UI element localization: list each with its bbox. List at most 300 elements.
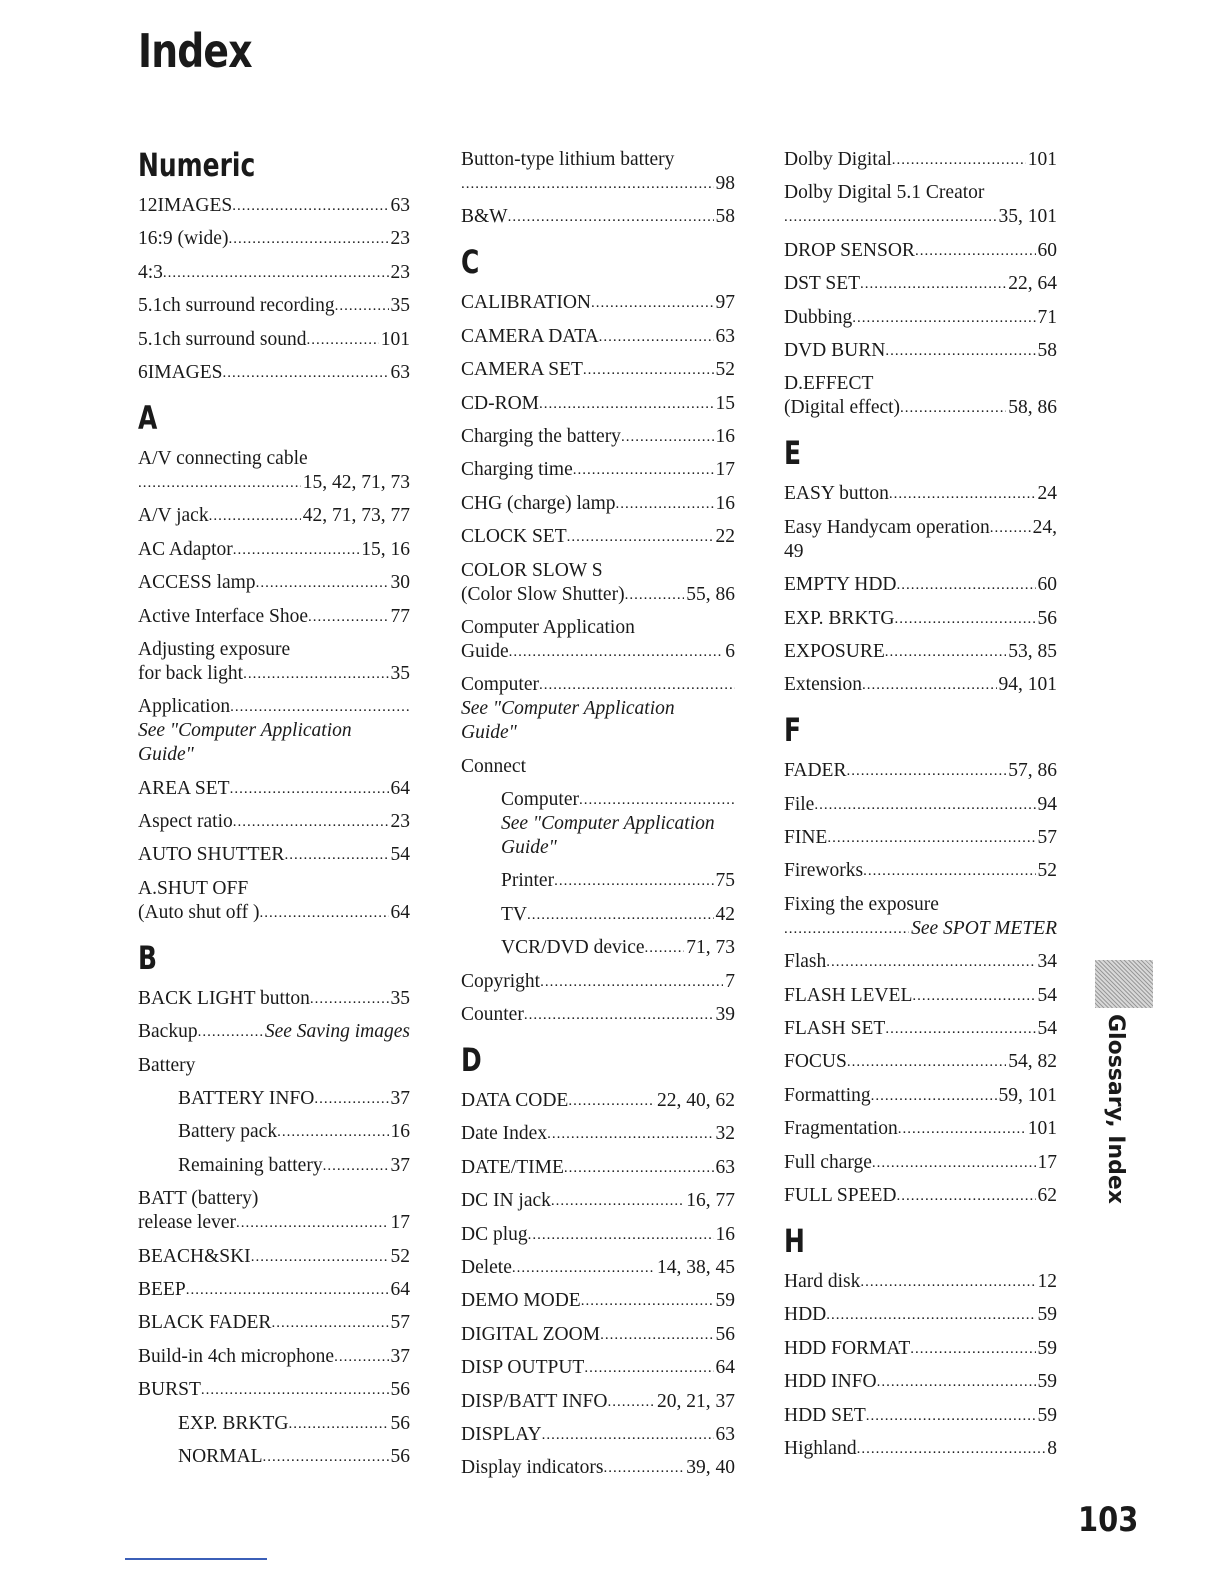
dot-leader (542, 1423, 714, 1447)
dot-leader (885, 640, 1006, 664)
dot-leader (540, 970, 723, 994)
entry-term: CALIBRATION (461, 292, 591, 314)
dot-leader (289, 1412, 389, 1436)
dot-leader (314, 1087, 388, 1111)
page-ref: 57, 86 (1008, 760, 1057, 782)
entry-term: Build-in 4ch microphone (138, 1345, 335, 1367)
entry-list-h (784, 1270, 1057, 1461)
page-ref: 63 (715, 1156, 735, 1178)
dot-leader (607, 1390, 655, 1414)
entry-term: EMPTY HDD (784, 574, 897, 596)
dot-leader (230, 777, 389, 801)
dot-leader (209, 504, 301, 528)
dot-leader (915, 239, 1036, 263)
index-entry (784, 759, 1057, 783)
index-entry (461, 1189, 735, 1213)
entry-term: Delete (461, 1256, 512, 1278)
index-entry (784, 306, 1057, 330)
dot-leader (201, 1378, 389, 1402)
page-ref: 16 (715, 1223, 735, 1245)
index-entry (461, 392, 735, 416)
entry-term: Full charge (784, 1151, 872, 1173)
entry-term: DC IN jack (461, 1190, 551, 1212)
page-ref: 53, 85 (1008, 640, 1057, 662)
page-ref: 35 (390, 987, 410, 1009)
entry-term: HDD SET (784, 1404, 866, 1426)
page-ref: 8 (1047, 1437, 1057, 1459)
page-ref: 54, 82 (1008, 1051, 1057, 1073)
page-ref: 20, 21, 37 (657, 1390, 735, 1412)
dot-leader (251, 1245, 389, 1269)
page-ref: 59 (1037, 1404, 1057, 1426)
dot-leader (847, 1050, 1006, 1074)
dot-leader (599, 325, 714, 349)
dot-leader (862, 673, 997, 697)
page-ref: 39, 40 (686, 1457, 735, 1479)
entry-term: BATTERY INFO (178, 1088, 315, 1110)
index-entry (461, 1156, 735, 1180)
index-entry (138, 571, 410, 595)
entry-term: FLASH SET (784, 1018, 886, 1040)
dot-leader (554, 869, 713, 893)
entry-term: Flash (784, 951, 827, 973)
dot-leader (860, 1270, 1035, 1294)
dot-leader (233, 538, 359, 562)
entry-term: AUTO SHUTTER (138, 844, 285, 866)
page-ref: 56 (715, 1323, 735, 1345)
index-column-3 (784, 148, 1057, 1470)
dot-leader (885, 339, 1035, 363)
dot-leader (186, 1278, 389, 1302)
entry-list-connect (461, 869, 735, 960)
index-entry (461, 458, 735, 482)
dot-leader (846, 759, 1006, 783)
index-entry (138, 1311, 410, 1335)
index-entry (138, 261, 410, 285)
index-entry (138, 1445, 410, 1469)
dot-leader (551, 1189, 684, 1213)
index-entry: Easy Handycam operation ..... 24, 49 (784, 516, 1057, 564)
dot-leader (263, 1445, 389, 1469)
index-entry (461, 1089, 735, 1113)
page-ref: 63 (390, 361, 410, 383)
entry-term: Battery pack (178, 1121, 278, 1143)
index-entry (461, 1423, 735, 1447)
index-entry: Dolby Digital ..... 101 (784, 148, 1057, 172)
page-ref: 98 (715, 173, 735, 194)
entry-term: Fireworks (784, 860, 864, 882)
see-reference: See Saving images (264, 1021, 410, 1043)
dot-leader (584, 1356, 713, 1380)
entry-list-a1 (138, 504, 410, 628)
index-entry: Computer ..... See "Computer Application Guide" (461, 673, 735, 745)
index-entry (138, 1378, 410, 1402)
page-ref: 54 (390, 844, 410, 866)
entry-term: Dubbing (784, 306, 853, 328)
index-entry (784, 1050, 1057, 1074)
page-ref: 59 (1037, 1304, 1057, 1326)
index-entry: Computer Application Guide ..... 6 (461, 616, 735, 664)
entry-term: Charging time (461, 459, 573, 481)
entry-term: DC plug (461, 1223, 528, 1245)
page-ref: 56 (390, 1445, 410, 1467)
dot-leader (527, 903, 714, 927)
page-ref: 54 (1037, 984, 1057, 1006)
page-ref: 32 (715, 1123, 735, 1145)
index-entry (461, 1390, 735, 1414)
section-heading-e: E (784, 434, 802, 473)
entry-term: AC Adaptor (138, 538, 233, 560)
page-ref: 64 (715, 1357, 735, 1379)
index-entry (784, 339, 1057, 363)
index-entry: A/V connecting cable ..... 15, 42, 71, 73 (138, 447, 410, 495)
page-ref: 17 (390, 1212, 410, 1234)
index-entry (784, 573, 1057, 597)
page-ref: 75 (715, 870, 735, 892)
index-entry: Computer ..... See "Computer Application Guide" (461, 788, 735, 860)
page-ref: 16 (715, 425, 735, 447)
entry-list-b (138, 1245, 410, 1403)
entry-term: VCR/DVD device (501, 937, 645, 959)
page-ref: 56 (390, 1379, 410, 1401)
section-heading-h: H (784, 1221, 805, 1260)
dot-leader (539, 392, 713, 416)
index-entry (461, 358, 735, 382)
entry-term: FINE (784, 827, 828, 849)
index-entry (461, 492, 735, 516)
index-entry (461, 525, 735, 549)
page-ref: 34 (1037, 951, 1057, 973)
index-entry: Fixing the exposure ..... See SPOT METER (784, 893, 1057, 941)
side-tab-label: Glossary, Index (1103, 1014, 1128, 1204)
page-ref: 17 (715, 459, 735, 481)
dot-leader (897, 1184, 1036, 1208)
page-ref: 37 (390, 1088, 410, 1110)
page-ref: 101 (1027, 1118, 1057, 1140)
index-entry (138, 1278, 410, 1302)
index-entry (138, 328, 410, 352)
entry-term: DATE/TIME (461, 1156, 564, 1178)
footer-rule (125, 1558, 267, 1560)
entry-term: EXP. BRKTG (178, 1412, 289, 1434)
dot-leader (897, 573, 1036, 597)
entry-term: HDD (784, 1304, 827, 1326)
page-ref: 22, 40, 62 (657, 1090, 735, 1112)
page-ref: 52 (715, 359, 735, 381)
index-entry (138, 227, 410, 251)
dot-leader (568, 1089, 655, 1113)
page-ref: 56 (1037, 607, 1057, 629)
page-ref: 15 (715, 392, 735, 414)
see-reference: See SPOT METER (911, 917, 1057, 939)
index-entry (784, 607, 1057, 631)
dot-leader (271, 1311, 388, 1335)
dot-leader (232, 194, 388, 218)
dot-leader (306, 328, 378, 352)
index-entry (461, 1356, 735, 1380)
page-ref: 77 (390, 605, 410, 627)
entry-term: File (784, 793, 815, 815)
index-entry (461, 291, 735, 315)
entry-list-c1 (461, 291, 735, 549)
index-entry (138, 538, 410, 562)
page-ref: 37 (390, 1154, 410, 1176)
page-ref: 16, 77 (686, 1190, 735, 1212)
entry-term: BLACK FADER (138, 1312, 272, 1334)
entry-term: FOCUS (784, 1051, 847, 1073)
index-entry (784, 1084, 1057, 1108)
page-ref: 56 (390, 1412, 410, 1434)
index-entry: Backup ..... See Saving images (138, 1020, 410, 1044)
entry-term: DST SET (784, 273, 861, 295)
see-reference: See "Computer Application Guide" (501, 813, 715, 859)
section-heading-c: C (461, 243, 480, 282)
entry-term: BURST (138, 1379, 201, 1401)
dot-leader (898, 1117, 1026, 1141)
page-ref: 16 (390, 1121, 410, 1143)
entry-term: 16:9 (wide) (138, 228, 229, 250)
section-heading-b: B (138, 938, 158, 977)
index-entry (784, 1437, 1057, 1461)
entry-term: EXPOSURE (784, 640, 885, 662)
page-ref: 71 (1037, 306, 1057, 328)
page-ref: 64 (390, 901, 410, 923)
entry-term: DISP/BATT INFO (461, 1390, 608, 1412)
dot-leader (852, 306, 1035, 330)
index-entry (784, 1270, 1057, 1294)
dot-leader (308, 605, 389, 629)
dot-leader (547, 1122, 713, 1146)
page-ref: 17 (1037, 1151, 1057, 1173)
entry-term: Counter (461, 1004, 524, 1026)
page-ref: 37 (390, 1345, 410, 1367)
index-entry: A.SHUT OFF (Auto shut off ) ..... 64 (138, 877, 410, 925)
entry-term: CD-ROM (461, 392, 540, 414)
index-entry: Connect (461, 755, 526, 777)
dot-leader (910, 1337, 1035, 1361)
dot-leader (645, 936, 685, 960)
page-ref: 57 (1037, 827, 1057, 849)
index-entry (461, 1456, 735, 1480)
page-ref: 22 (715, 526, 735, 548)
entry-list-f2 (784, 950, 1057, 1208)
entry-term: Active Interface Shoe (138, 605, 308, 627)
entry-term: A/V jack (138, 505, 209, 527)
dot-leader (895, 607, 1036, 631)
dot-leader (591, 291, 714, 315)
dot-leader (826, 1303, 1035, 1327)
page-ref: 23 (390, 261, 410, 283)
section-heading-numeric: Numeric (138, 146, 256, 184)
dot-leader (524, 1003, 714, 1027)
dot-leader (512, 1256, 655, 1280)
index-entry: BACK LIGHT button ..... 35 (138, 987, 410, 1011)
dot-leader (528, 1223, 714, 1247)
entry-term: Charging the battery (461, 425, 621, 447)
dot-leader (885, 1017, 1035, 1041)
entry-term: Remaining battery (178, 1154, 323, 1176)
entry-list-battery (138, 1087, 410, 1178)
index-entry (784, 1151, 1057, 1175)
index-entry: EASY button ..... 24 (784, 482, 1057, 506)
entry-term: AREA SET (138, 777, 230, 799)
page-ref: 14, 38, 45 (657, 1256, 735, 1278)
index-entry (138, 1345, 410, 1369)
index-entry: Dolby Digital 5.1 Creator ..... 35, 101 (784, 181, 1057, 229)
dot-leader (603, 1456, 684, 1480)
index-entry (784, 859, 1057, 883)
page-ref: 24, (1032, 516, 1057, 538)
page-ref: 59 (1037, 1371, 1057, 1393)
page-ref: 23 (390, 811, 410, 833)
page-ref: 101 (380, 328, 410, 350)
page-number: 103 (1078, 1500, 1139, 1540)
index-entry (461, 936, 735, 960)
entry-term: BEEP (138, 1278, 186, 1300)
page-ref: 63 (715, 1423, 735, 1445)
entry-term: CAMERA DATA (461, 325, 599, 347)
dot-leader (826, 950, 1035, 974)
dot-leader (616, 492, 714, 516)
page-ref: 24 (1037, 483, 1057, 505)
index-entry: BATT (battery) release lever ..... 17 (138, 1187, 410, 1235)
entry-term: 5.1ch surround sound (138, 328, 307, 350)
page-ref: 6 (725, 640, 735, 662)
index-entry (138, 1120, 410, 1144)
page-ref: 54 (1037, 1018, 1057, 1040)
page-ref: 59, 101 (998, 1084, 1057, 1106)
index-entry (138, 1412, 410, 1436)
page-ref: 35, 101 (998, 206, 1057, 228)
dot-leader (323, 1154, 389, 1178)
entry-list-a2 (138, 777, 410, 868)
entry-term: DISP OUTPUT (461, 1357, 585, 1379)
index-entry (138, 361, 410, 385)
page-ref: 60 (1037, 239, 1057, 261)
index-entry (461, 325, 735, 349)
dot-leader (567, 525, 714, 549)
index-entry (784, 1117, 1057, 1141)
dot-leader (863, 859, 1035, 883)
page-ref: 57 (390, 1312, 410, 1334)
index-entry (784, 1184, 1057, 1208)
page-ref: 42, 71, 73, 77 (302, 505, 410, 527)
section-heading-f: F (784, 711, 802, 750)
entry-term: 12IMAGES (138, 195, 233, 216)
index-entry (784, 1337, 1057, 1361)
entry-term: TV (501, 903, 527, 925)
entry-term: Fragmentation (784, 1118, 898, 1140)
page-ref: 64 (390, 777, 410, 799)
dot-leader (827, 826, 1035, 850)
index-entry (138, 1154, 410, 1178)
entry-term: DEMO MODE (461, 1290, 581, 1312)
page-ref: 15, 16 (361, 538, 410, 560)
page-ref: 101 (1027, 149, 1057, 170)
entry-term: 6IMAGES (138, 361, 223, 383)
entry-term: HDD INFO (784, 1371, 877, 1393)
section-heading-a: A (138, 398, 158, 437)
entry-term: FULL SPEED (784, 1184, 897, 1206)
section-heading-d: D (461, 1041, 482, 1080)
dot-leader (583, 358, 714, 382)
entry-list-e (784, 573, 1057, 697)
dot-leader (866, 1404, 1036, 1428)
page-ref: 23 (390, 228, 410, 250)
entry-list-c2 (461, 970, 735, 1027)
dot-leader (284, 843, 388, 867)
index-column-2 (461, 148, 735, 1490)
index-entry (138, 294, 410, 318)
index-column-1 (138, 146, 410, 1478)
page-ref: 59 (715, 1290, 735, 1312)
page-ref: 30 (390, 572, 410, 594)
index-entry (784, 984, 1057, 1008)
index-entry (784, 826, 1057, 850)
index-entry: D.EFFECT (Digital effect) ..... 58, 86 (784, 372, 1057, 420)
entry-list-f1 (784, 759, 1057, 883)
index-entry: COLOR SLOW S (Color Slow Shutter) ..... 55, 86 (461, 559, 735, 607)
index-entry (138, 194, 410, 218)
page-title: Index (138, 24, 252, 78)
index-entry: Button-type lithium battery ..... 98 (461, 148, 735, 196)
dot-leader (877, 1370, 1036, 1394)
index-entry (784, 640, 1057, 664)
index-entry (461, 1289, 735, 1313)
dot-leader (335, 294, 389, 318)
index-entry (784, 793, 1057, 817)
dot-leader (600, 1323, 713, 1347)
entry-term: CAMERA SET (461, 359, 583, 381)
entry-term: Printer (501, 870, 555, 892)
page-ref: 39 (715, 1004, 735, 1026)
page-ref: 7 (725, 970, 735, 992)
entry-term: Display indicators (461, 1457, 604, 1479)
entry-list-burst (138, 1412, 410, 1469)
entry-term: Date Index (461, 1123, 548, 1145)
entry-term: FADER (784, 760, 847, 782)
dot-leader (872, 1151, 1036, 1175)
index-entry (461, 1256, 735, 1280)
entry-term: Hard disk (784, 1270, 861, 1292)
page-ref: 55, 86 (686, 583, 735, 605)
dot-leader (857, 1437, 1046, 1461)
entry-term: EXP. BRKTG (784, 607, 895, 629)
page-ref: 64 (390, 1278, 410, 1300)
entry-term: DATA CODE (461, 1090, 569, 1112)
dot-leader (223, 361, 389, 385)
index-entry (784, 1370, 1057, 1394)
entry-term: HDD FORMAT (784, 1337, 911, 1359)
index-entry (138, 605, 410, 629)
dot-leader (334, 1345, 388, 1369)
page-ref: 58, 86 (1008, 397, 1057, 419)
page-ref: 35 (390, 295, 410, 317)
index-entry (461, 425, 735, 449)
index-entry (784, 1017, 1057, 1041)
page-ref: 42 (715, 903, 735, 925)
index-entry (461, 1223, 735, 1247)
index-entry: Application ..... See "Computer Application Guide" (138, 695, 410, 767)
page-ref: 62 (1037, 1184, 1057, 1206)
page-ref: 63 (715, 325, 735, 347)
index-entry (138, 504, 410, 528)
index-entry (784, 673, 1057, 697)
dot-leader (912, 984, 1035, 1008)
page-ref: 52 (390, 1245, 410, 1267)
see-reference: See "Computer Application Guide" (138, 720, 352, 766)
page-ref: 52 (1037, 860, 1057, 882)
